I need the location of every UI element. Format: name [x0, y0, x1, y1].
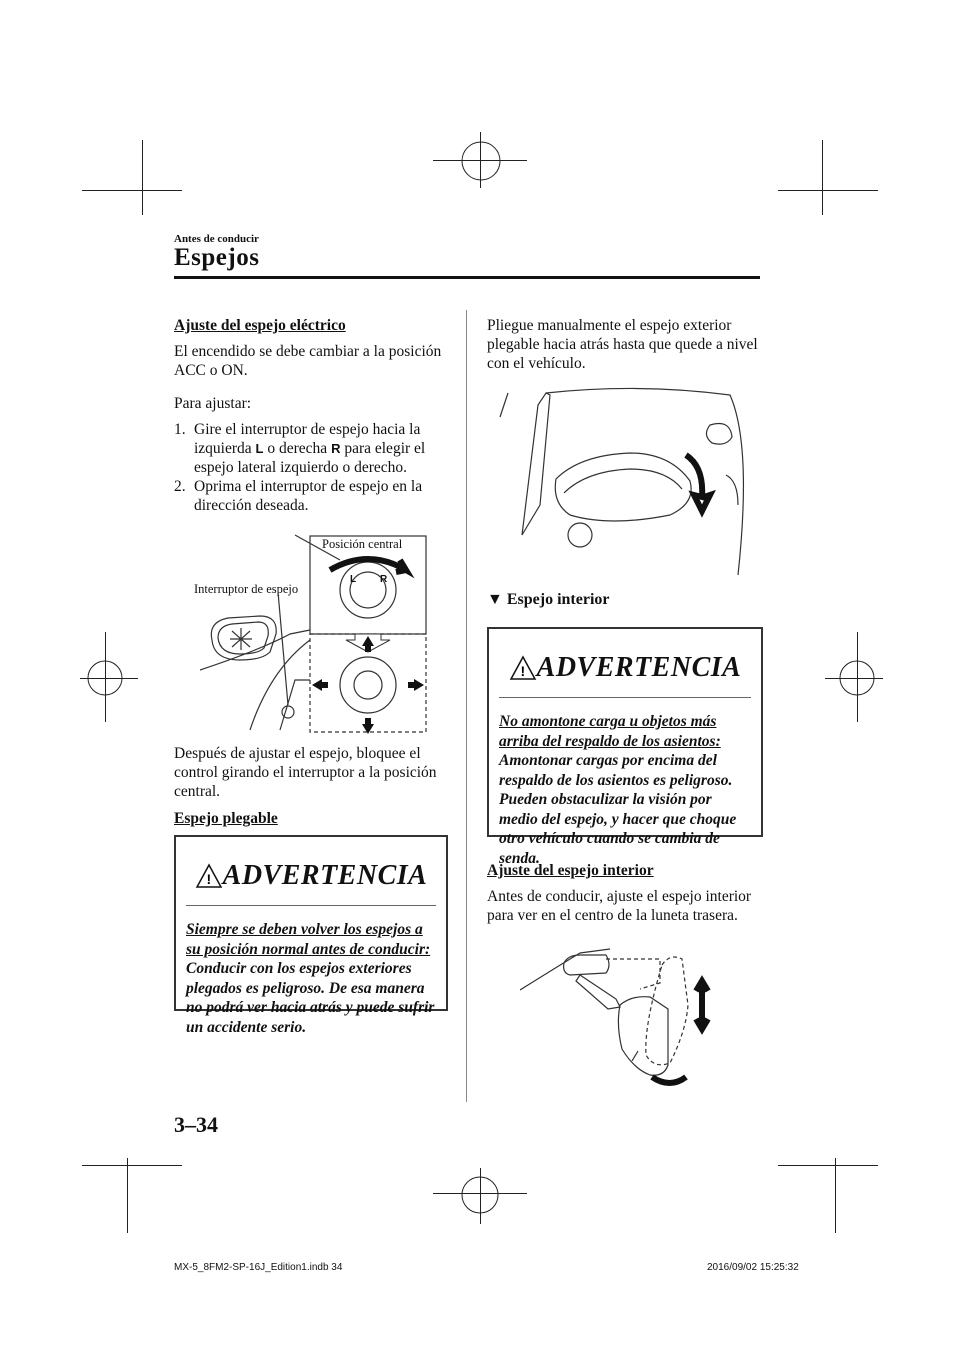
warning-body: Conducir con los espejos exteriores plegados es peligroso. De esa manera no podrá ver hacia atrás y puede sufrir un accidente serio.: [186, 960, 435, 1036]
warning-box-interior: [487, 627, 763, 867]
column-divider: [466, 310, 467, 1102]
warning-lead: No amontone carga u objetos más arriba del respaldo de los asientos:: [499, 713, 721, 750]
paragraph-to-adjust: Para ajustar:: [174, 395, 252, 412]
warning-triangle-icon: [509, 655, 537, 681]
label-center-position: Posición central: [322, 537, 403, 551]
left-column-lower: [174, 744, 449, 828]
right-column: [487, 316, 762, 373]
page-title: Espejos: [174, 244, 260, 271]
warning-box-folding: [174, 835, 448, 1036]
paragraph-ignition: El encendido se debe cambiar a la posición ACC o ON.: [174, 343, 442, 379]
section-title: Espejo interior: [506, 591, 610, 608]
heading-interior-adjust: Ajuste del espejo interior: [487, 862, 654, 879]
page-number: 3–34: [174, 1112, 218, 1137]
svg-text:L: L: [350, 574, 357, 585]
heading-folding-mirror: Espejo plegable: [174, 810, 278, 827]
folding-mirror-figure: [490, 385, 755, 580]
step-2: 2. Oprima el interruptor de espejo en la dirección deseada.: [174, 478, 423, 514]
section-label: Antes de conducir: [174, 233, 259, 245]
heading-electric-mirror: Ajuste del espejo eléctrico: [174, 317, 346, 334]
interior-mirror-figure: [520, 945, 740, 1090]
mirror-switch-figure: [200, 530, 440, 740]
paragraph-after-adjust: Después de ajustar el espejo, bloquee el control girando el interruptor a la posición central.: [174, 745, 437, 800]
footer-file: MX-5_8FM2-SP-16J_Edition1.indb 34: [174, 1262, 343, 1273]
registration-mark-top: [455, 135, 507, 187]
label-mirror-switch: Interruptor de espejo: [194, 582, 299, 596]
svg-text:!: !: [520, 663, 525, 679]
registration-mark-bottom: [457, 1172, 503, 1218]
paragraph-fold-manually: Pliegue manualmente el espejo exterior plegable hacia atrás hasta que quede a nivel con el vehículo.: [487, 317, 758, 372]
svg-text:!: !: [206, 871, 211, 887]
left-column: [174, 316, 449, 515]
left-mirror-symbol: L: [255, 441, 264, 456]
footer-timestamp: 2016/09/02 15:25:32: [707, 1262, 799, 1273]
step-1: 1. Gire el interruptor de espejo hacia la izquierda L o derecha R para elegir el espejo lateral izquierdo o derecho.: [174, 421, 426, 476]
right-column-lower: [487, 861, 762, 925]
warning-lead: Siempre se deben volver los espejos a su posición normal antes de conducir:: [186, 921, 431, 958]
warning-title: ADVERTENCIA: [536, 652, 742, 683]
warning-triangle-icon: [195, 863, 223, 889]
header-rule: [174, 276, 760, 279]
paragraph-interior-adjust: Antes de conducir, ajuste el espejo interior para ver en el centro de la luneta trasera.: [487, 888, 752, 924]
warning-title: ADVERTENCIA: [222, 860, 428, 891]
registration-mark-left: [84, 657, 126, 699]
section-interior-mirror: [487, 591, 610, 609]
warning-body: Amontonar cargas por encima del respaldo de los asientos es peligroso. Pueden obstaculizar la visión por medio del espejo, y hacer que choque otro vehículo cuando se cambia de senda.: [499, 752, 737, 867]
registration-mark-right: [836, 657, 878, 699]
right-mirror-symbol: R: [331, 441, 341, 456]
svg-text:R: R: [380, 574, 388, 585]
section-marker-icon: ▼: [487, 591, 503, 608]
